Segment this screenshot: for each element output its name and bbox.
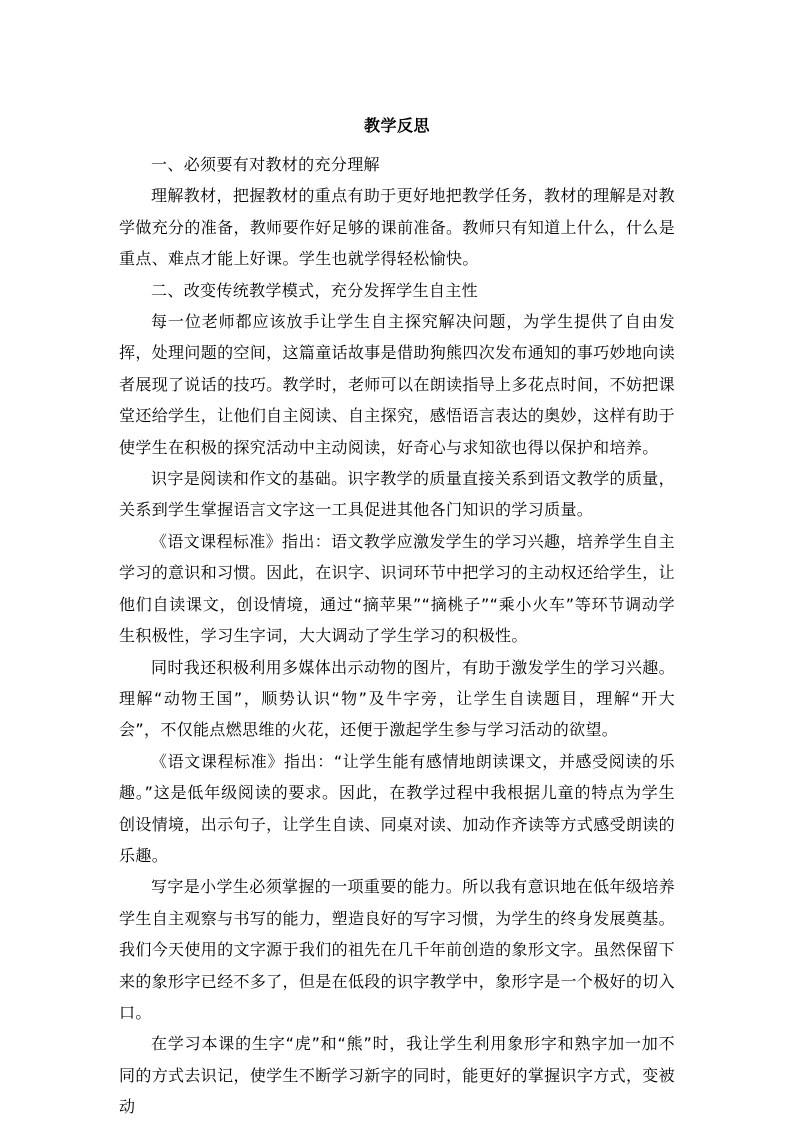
paragraph: 每一位老师都应该放手让学生自主探究解决问题，为学生提供了自由发挥，处理问题的空间，这篇童话故事是借助狗熊四次发布通知的事巧妙地向读者展现了说话的技巧。教学时，老师可以在朗读指导上多花点时间，不妨把课堂还给学生，让他们自主阅读、自主探究，感悟语言表达的奥妙，这样有助于使学生在积极的探究活动中主动阅读，好奇心与求知欲也得以保护和培养。 [119,312,675,457]
document-body [119,149,675,1123]
section-heading-1: 一、必须要有对教材的充分理解 [151,155,380,174]
paragraph: 写字是小学生必须掌握的一项重要的能力。所以我有意识地在低年级培养学生自主观察与书写的能力，塑造良好的写字习惯，为学生的终身发展奠基。我们今天使用的文字源于我们的祖先在几千年前创造的象形文字。虽然保留下来的象形字已经不多了，但是在低段的识字教学中，象形字是一个极好的切入口。 [119,877,675,1022]
paragraph: 同时我还积极利用多媒体出示动物的图片，有助于激发学生的学习兴趣。理解“动物王国”，顺势认识“物”及牛字旁，让学生自读题目，理解“开大会”，不仅能点燃思维的火花，还便于激起学生参与学习活动的欲望。 [119,657,675,740]
document-title: 教学反思 [363,116,430,135]
section-heading-2: 二、改变传统教学模式，充分发挥学生自主性 [151,280,479,300]
paragraph: 识字是阅读和作文的基础。识字教学的质量直接关系到语文教学的质量，关系到学生掌握语言文字这一工具促进其他各门知识的学习质量。 [119,469,675,520]
paragraph: 《语文课程标准》指出：“让学生能有感情地朗读课文，并感受阅读的乐趣。”这是低年级阅读的要求。因此，在教学过程中我根据儿童的特点为学生创设情境，出示句子，让学生自读、同桌对读、加动作齐读等方式感受朗读的乐趣。 [119,751,675,865]
paragraph: 理解教材，把握教材的重点有助于更好地把教学任务，教材的理解是对教学做充分的准备，教师要作好足够的课前准备。教师只有知道上什么，什么是重点、难点才能上好课。学生也就学得轻松愉快。 [119,186,675,269]
paragraph: 《语文课程标准》指出：语文教学应激发学生的学习兴趣，培养学生自主学习的意识和习惯。因此，在识字、识词环节中把学习的主动权还给学生，让他们自读课文，创设情境，通过“摘苹果”“摘桃子”“乘小火车”等环节调动学生积极性，学习生字词，大大调动了学生学习的积极性。 [119,531,675,646]
paragraph: 在学习本课的生字“虎”和“熊”时，我让学生利用象形字和熟字加一加不同的方式去识记，使学生不断学习新字的同时，能更好的掌握识字方式，变被动 [119,1034,675,1117]
